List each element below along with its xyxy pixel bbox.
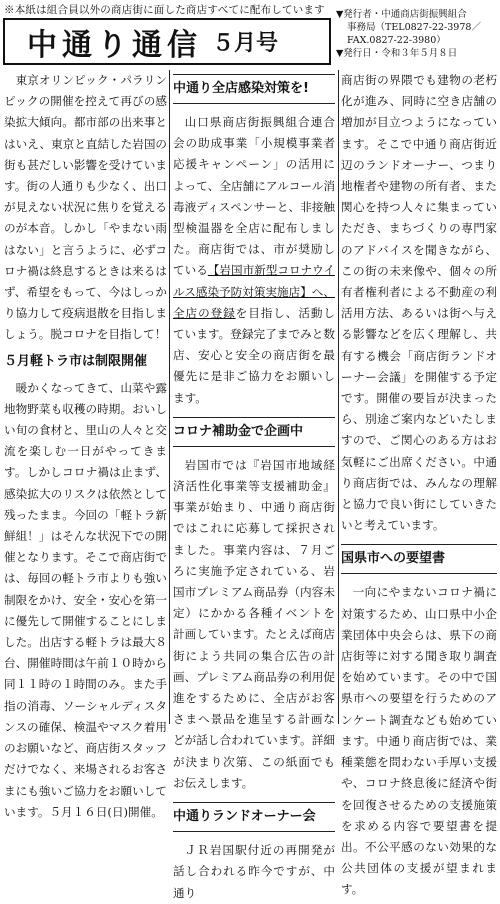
article-heading-truck-market: ５月軽トラ市は制限開催 (4, 353, 148, 369)
column-divider (338, 70, 339, 724)
masthead (3, 18, 331, 65)
article-body-landowner: ＪＲ岩国駅付近の再開発が話し合われる昨今ですが、中通り (173, 843, 335, 900)
column-3 (341, 70, 497, 897)
issue-label: ５月号 (212, 31, 279, 56)
article-heading-infection-control: 中通り全店感染対策を! (173, 74, 335, 104)
intro-paragraph: 東京オリンピック・パラリンピックの開催を控えて再びの感染拡大傾向。都市部の出来事とはいえ、東京と直結した岩国の街も甚だしい影響を受けています。街の人通りも少なく、出口が見えない状況に焦りを覚えるのが本音。しかし「やまない雨はない」と言うように、必ずコロナ禍は終息するときは来るはず、希望をもって、今はしっかり協力して疫病退散を目指しましょう。脱コロナを目指して！ (4, 73, 168, 342)
article-heading-petition: 国県市への要望書 (341, 544, 497, 574)
publisher-line: FAX.0827-22-3980） (347, 35, 446, 46)
column-2 (173, 70, 335, 900)
column-1 (4, 70, 168, 819)
registration-link-text: 【岩国市新型コロナウイルス感染予防対策実施店】へ、全店の登録 (173, 263, 335, 320)
article-body-landowner-cont: 商店街の界隈でも建物の老朽化が進み、同時に空き店舗の増加が目立つようになっています。そこで中通り商店街近辺のランドオーナー、つまり地権者や建物の所有者、また関心を持つ人々に集まっていただき、まちづくりの専門家のアドバイスを聞きながら、この街の未来像や、個々の所有者権利者による不動産の利活用方法、あるいは街へ与える影響などを広く理解し、共有する機会「商店街ランドオーナー会議」を開催する予定です。開催の要旨が決まったら、別途ご案内などいたしますので、ご関心のある方はお気軽にご出席ください。中通り商店街では、みんなの理解と協力で良い街にしていきたいと考えています。 (341, 73, 497, 533)
column-divider (169, 70, 170, 724)
distribution-notice: ※本紙は組合員以外の商店街に面した商店すべてに配布しています (4, 4, 325, 16)
article-heading-landowner: 中通りランドオーナー会 (173, 802, 335, 832)
publisher-line: ▼発行日・令和３年５月８日 (336, 48, 458, 59)
article-heading-subsidy: コロナ補助金で企画中 (173, 417, 335, 447)
newsletter-title: 中通り通信 (27, 27, 202, 63)
publisher-info (336, 8, 496, 60)
body-text: 山口県商店街振興組合連合会の助成事業「小規模事業者応援キャンペーン」の活用によって、全店舗にアルコール消毒液ディスペンサーと、非接触型検温器を全店に配布しました。商店街では、市が奨励している (173, 115, 335, 278)
article-body-truck-market: 暖かくなってきて、山菜や露地物野菜も収穫の時期。おいしい旬の食材と、里山の人々と交流を楽しむ一日がやってきます。しかしコロナ禍は止まず、感染拡大のリスクは依然として残ったまま。今回の「軽トラ新鮮組！」はそんな状況下での開催となります。そこで商店街では、毎回の軽トラ市よりも強い制限をかけ、安全・安心を第一に優先して開催することにしました。出店する軽トラは最大８台、開催時間は午前１０時から同１１時の１時間のみ。また手指の消毒、ソーシャルディスタンスの確保、検温やマスク着用のお願いなど、商店街スタッフだけでなく、来場されるお客さまにも強いご協力をお願いしています。５月１６日(日)開催。 (4, 380, 168, 819)
article-body-petition: 一向にやまないコロナ禍に対策するため、山口県中小企業団体中央会らは、県下の商店街等に対する聞き取り調査を始めています。その中で国県市への要望を行うためのアンケート調査なども始めています。中通り商店街では、業種業態を問わない手厚い支援や、コロナ終息後に経済や街を回復させるための支援施策を求める内容で要望書を提出。不公平感のない効果的な公共団体の支援が望まれます。 (341, 585, 497, 897)
body-text: を目指し、活動しています。登録完了までみと数店、安心と安全の商店街を最優先に是非ご協力をお願いします。 (173, 305, 335, 405)
article-body-subsidy: 岩国市では『岩国市地域経済活性化事業等支援補助金』事業が始まり、中通り商店街ではこれに応募して採択されました。事業内容は、７月ごろに実施予定されている、岩国市プレミアム商品券（内容未定）にかかる各種イベントを計画しています。たとえば商店街によう共同の集合広告の計画、プレミアム商品券の利用促進をするために、全店がお客さまへ景品を進呈する計画などが話し合われています。詳細が決まり次第、この紙面でもお伝えします。 (173, 457, 335, 790)
publisher-line: 事務局（TEL0827-22-3978／ (347, 22, 481, 33)
article-body-infection-control (173, 112, 335, 409)
publisher-line: ▼発行者・中通商店街振興組合 (336, 9, 467, 20)
